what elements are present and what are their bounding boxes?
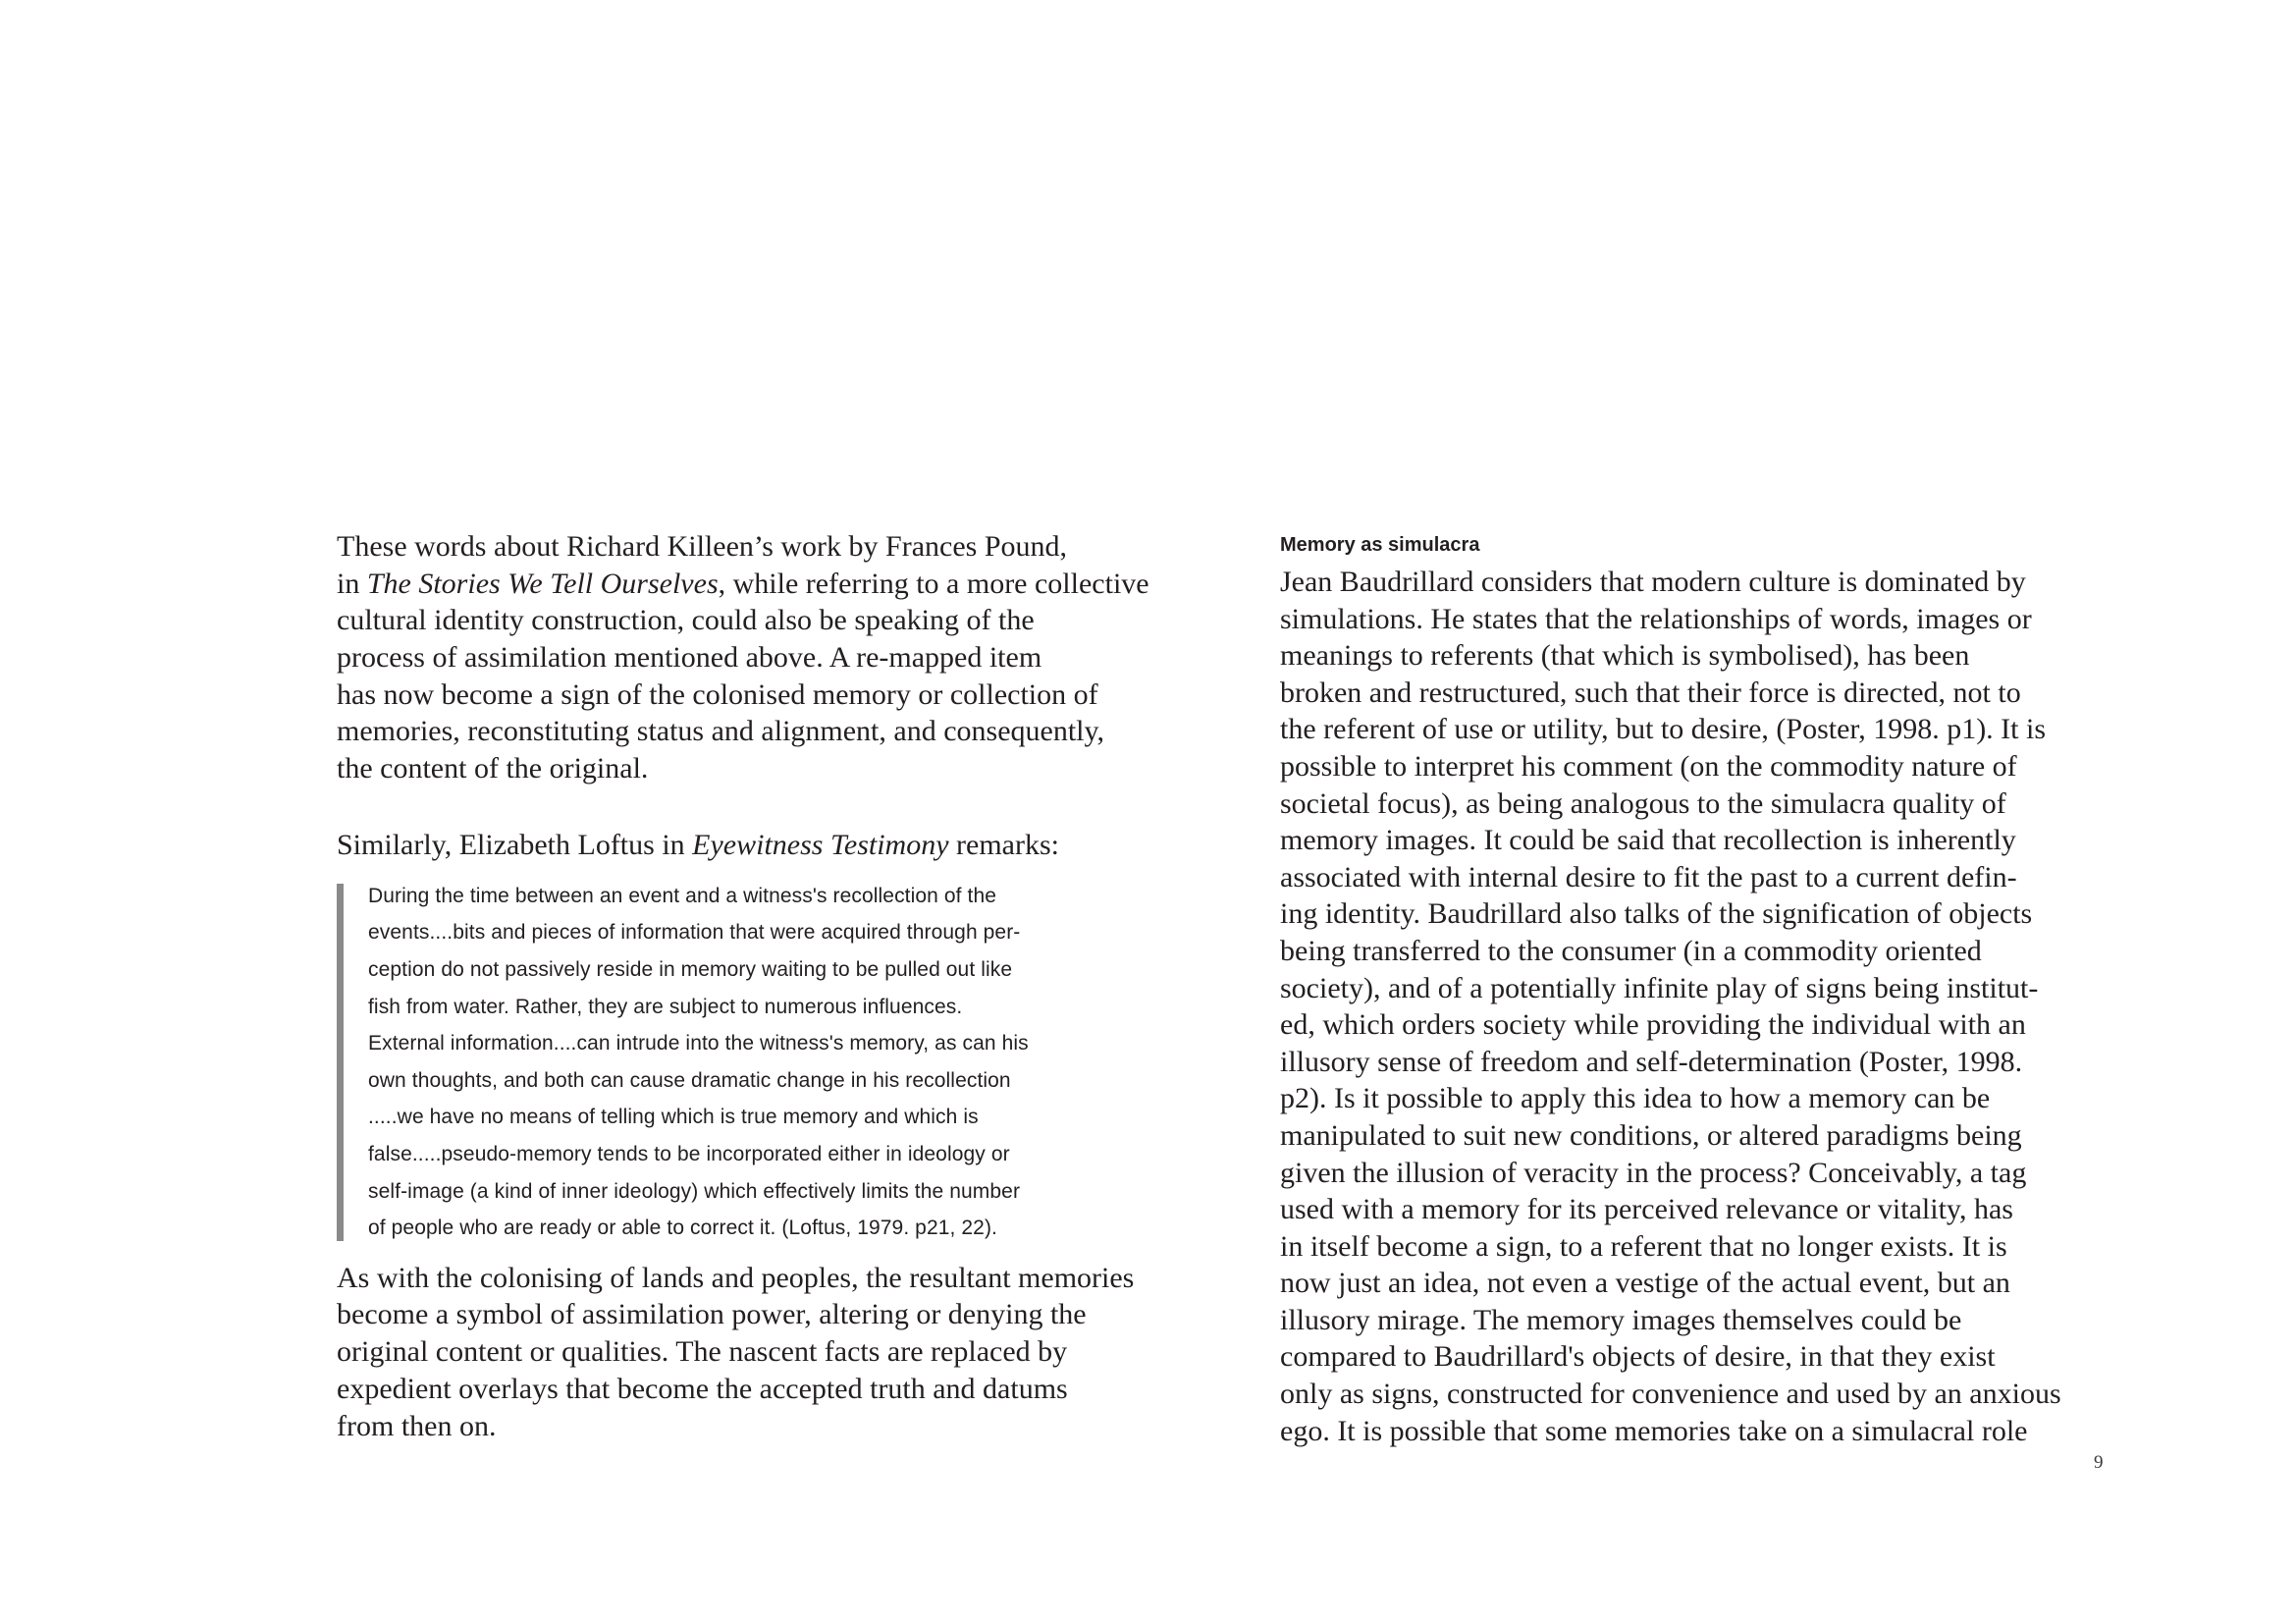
quote-line: self-image (a kind of inner ideology) which effectively limits the number — [368, 1179, 1021, 1203]
paragraph-2 — [337, 1260, 1171, 1444]
page-number: 9 — [2094, 1452, 2104, 1473]
section-body — [1280, 564, 2124, 1449]
quote-line: events....bits and pieces of information that were acquired through per- — [368, 921, 1021, 945]
text-line: memories, reconstituting status and alignment, and consequently, — [337, 715, 1105, 748]
book-title: Eyewitness Testimony — [692, 828, 949, 861]
text-line: ing identity. Baudrillard also talks of the signification of objects — [1280, 897, 2033, 931]
text-line: compared to Baudrillard's objects of desire, in that they exist — [1280, 1340, 1996, 1374]
text-line: manipulated to suit new conditions, or altered paradigms being — [1280, 1118, 2022, 1152]
quote-line: During the time between an event and a witness's recollection of the — [368, 884, 997, 907]
quote-line: ception do not passively reside in memory waiting to be pulled out like — [368, 958, 1013, 981]
section-heading: Memory as simulacra — [1280, 534, 1480, 556]
paragraph-1 — [337, 528, 1171, 787]
quote-line: fish from water. Rather, they are subject to numerous influences. — [368, 995, 963, 1018]
text-line: given the illusion of veracity in the process? Conceivably, a tag — [1280, 1156, 2027, 1189]
quote-introduction — [337, 826, 1171, 865]
text-line: illusory sense of freedom and self-determination (Poster, 1998. — [1280, 1045, 2023, 1078]
text-line: Jean Baudrillard considers that modern culture is dominated by — [1280, 566, 2026, 598]
text-line: cultural identity construction, could also be speaking of the — [337, 604, 1035, 637]
text-line: memory images. It could be said that recollection is inherently — [1280, 824, 2016, 857]
left-column — [337, 528, 1171, 1444]
text-line: now just an idea, not even a vestige of the actual event, but an — [1280, 1267, 2010, 1300]
text-line: process of assimilation mentioned above. A re-mapped item — [337, 641, 1042, 675]
quote-bar — [337, 884, 344, 1241]
quote-line: of people who are ready or able to correct it. (Loftus, 1979. p21, 22). — [368, 1217, 997, 1240]
quote-line: .....we have no means of telling which is true memory and which is — [368, 1106, 979, 1129]
text-line: ego. It is possible that some memories take on a simulacral role — [1280, 1414, 2028, 1447]
paragraph-spacer — [337, 787, 1171, 826]
text-line: broken and restructured, such that their force is directed, not to — [1280, 676, 2021, 709]
text-line: meanings to referents (that which is symbolised), has been — [1280, 639, 1970, 673]
text-line: the content of the original. — [337, 752, 649, 785]
text-line: in itself become a sign, to a referent that no longer exists. It is — [1280, 1229, 2007, 1263]
text-line: associated with internal desire to fit the past to a current defin- — [1280, 860, 2017, 893]
text-line: simulations. He states that the relationships of words, images or — [1280, 602, 2032, 635]
quote-line: own thoughts, and both can cause dramatic change in his recollection — [368, 1068, 1011, 1092]
text-fragment: remarks: — [948, 828, 1059, 861]
text-line: These words about Richard Killeen’s work by Frances Pound, — [337, 530, 1068, 563]
block-quote — [337, 878, 1171, 1247]
text-line: society), and of a potentially infinite play of signs being institut- — [1280, 971, 2039, 1004]
quote-line: External information....can intrude into the witness's memory, as can his — [368, 1032, 1029, 1055]
right-column — [1280, 528, 2124, 1449]
quote-line: false.....pseudo-memory tends to be incorporated either in ideology or — [368, 1142, 1010, 1165]
text-line: societal focus), as being analogous to the simulacra quality of — [1280, 786, 2006, 820]
text-fragment: Similarly, Elizabeth Loftus in — [337, 828, 693, 861]
text-line: has now become a sign of the colonised memory or collection of — [337, 677, 1098, 711]
text-line: from then on. — [337, 1409, 497, 1442]
text-line: As with the colonising of lands and peoples, the resultant memories — [337, 1261, 1135, 1294]
text-line: original content or qualities. The nascent facts are replaced by — [337, 1335, 1068, 1369]
text-line: possible to interpret his comment (on the commodity nature of — [1280, 749, 2017, 783]
text-line: the referent of use or utility, but to desire, (Poster, 1998. p1). It is — [1280, 713, 2047, 746]
text-line: p2). Is it possible to apply this idea to how a memory can be — [1280, 1082, 1991, 1115]
text-line: become a symbol of assimilation power, altering or denying the — [337, 1298, 1087, 1331]
text-line: expedient overlays that become the accepted truth and datums — [337, 1372, 1068, 1405]
text-line: used with a memory for its perceived relevance or vitality, has — [1280, 1193, 2013, 1226]
text-line: ed, which orders society while providing the individual with an — [1280, 1008, 2026, 1042]
text-line — [337, 566, 1171, 603]
text-fragment: in — [337, 567, 367, 600]
text-fragment: , while referring to a more collective — [718, 567, 1149, 600]
text-line: only as signs, constructed for convenience and used by an anxious — [1280, 1378, 2061, 1411]
book-title: The Stories We Tell Ourselves — [366, 567, 719, 600]
text-line: illusory mirage. The memory images themselves could be — [1280, 1303, 1962, 1336]
text-line: being transferred to the consumer (in a commodity oriented — [1280, 934, 1982, 967]
